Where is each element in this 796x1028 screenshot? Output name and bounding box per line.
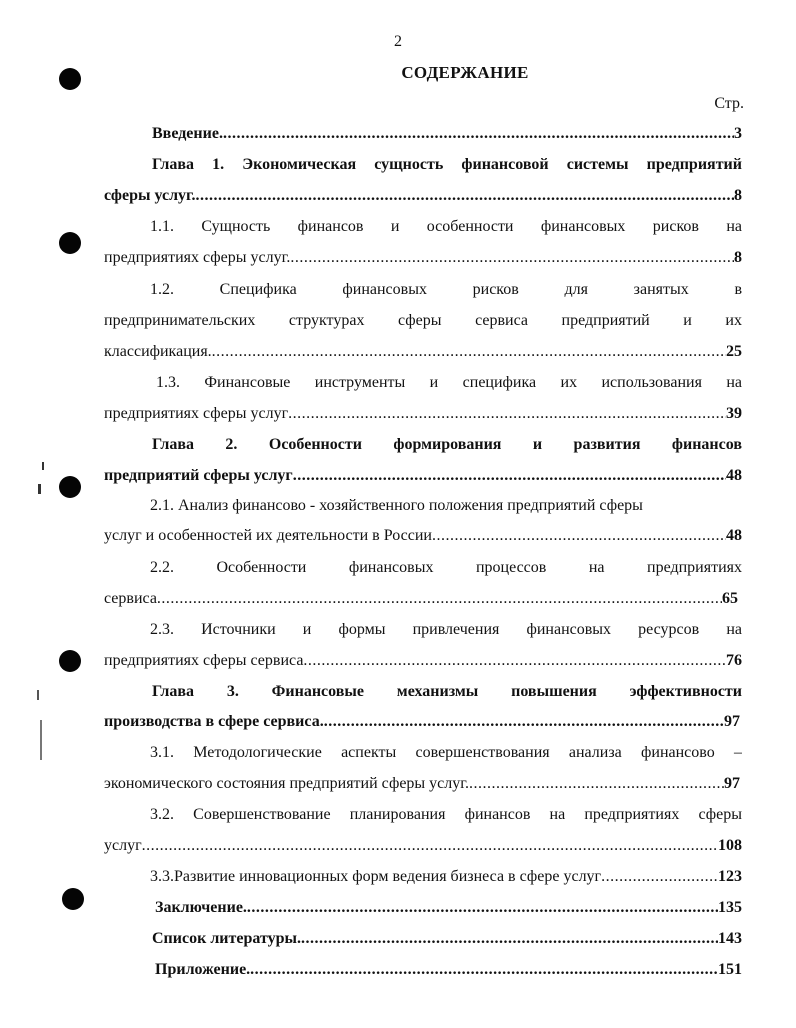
toc-page-number: 65 (722, 590, 738, 607)
toc-entry-title: предприятиях сферы сервиса (104, 652, 304, 669)
toc-page-number: 97 (724, 713, 740, 730)
toc-entry-title: сервиса (104, 590, 157, 607)
toc-entry-title: экономического состояния предприятий сферы услуг. (104, 775, 470, 792)
toc-entry-conclusion (155, 896, 742, 920)
toc-entry-title: классификация. (104, 343, 212, 360)
toc-page-number: 76 (726, 652, 742, 669)
toc-section-2-2-line1: 2.2. Особенности финансовых процессов на предприятиях (150, 559, 742, 576)
toc-section-1-1-line2 (104, 246, 742, 270)
toc-section-1-1-line1: 1.1. Сущность финансов и особенности финансовых рисков на (150, 218, 742, 235)
leader-dots (196, 184, 735, 208)
toc-page-number: 3 (734, 125, 742, 142)
leader-dots (247, 896, 718, 920)
toc-section-3-3 (150, 865, 742, 889)
toc-entry-title: предприятиях сферы услуг (104, 405, 289, 422)
toc-chapter-2-line2 (104, 464, 742, 488)
leader-dots (142, 834, 718, 858)
leader-dots (293, 464, 726, 488)
page-number: 2 (394, 33, 402, 50)
toc-section-2-3-line2 (104, 649, 742, 673)
page-column-label: Стр. (714, 95, 744, 112)
toc-section-1-2-line3 (104, 340, 742, 364)
toc-page-number: 123 (718, 868, 742, 885)
leader-dots (157, 587, 722, 611)
toc-chapter-2-line1: Глава 2. Особенности формирования и развития финансов (152, 436, 742, 453)
toc-entry-references (152, 927, 742, 951)
toc-entry-title: услуг (104, 837, 142, 854)
toc-section-2-1-line2 (104, 524, 742, 548)
toc-section-1-2-line2: предпринимательских структурах сферы сервиса предприятий и их (104, 312, 742, 329)
toc-entry-intro (152, 122, 742, 146)
toc-section-2-3-line1: 2.3. Источники и формы привлечения финансовых ресурсов на (150, 621, 742, 638)
toc-section-3-1-line1: 3.1. Методологические аспекты совершенствования анализа финансово – (150, 744, 742, 761)
toc-page-number: 143 (718, 930, 742, 947)
punch-hole (59, 232, 81, 254)
toc-section-3-2-line1: 3.2. Совершенствование планирования финансов на предприятиях сферы (150, 806, 742, 823)
scan-mark (42, 462, 44, 470)
scan-mark (37, 690, 39, 700)
toc-page-number: 8 (734, 249, 742, 266)
leader-dots (223, 122, 734, 146)
punch-hole (59, 650, 81, 672)
toc-page-number: 39 (726, 405, 742, 422)
toc-section-2-1-line1: 2.1. Анализ финансово - хозяйственного положения предприятий сферы (150, 497, 643, 514)
toc-entry-title: Введение. (152, 125, 223, 142)
leader-dots (601, 865, 718, 889)
toc-section-3-1-line2 (104, 772, 740, 796)
scan-mark (38, 484, 41, 494)
leader-dots (288, 402, 726, 426)
toc-section-1-2-line1: 1.2. Специфика финансовых рисков для занятых в (150, 281, 742, 298)
toc-page-number: 151 (718, 961, 742, 978)
toc-page-number: 48 (726, 467, 742, 484)
toc-section-1-3-line1: 1.3. Финансовые инструменты и специфика их использования на (156, 374, 742, 391)
toc-page-number: 25 (726, 343, 742, 360)
toc-section-1-3-line2 (104, 402, 742, 426)
toc-entry-title: Список литературы. (152, 930, 301, 947)
toc-page-number: 8 (734, 187, 742, 204)
leader-dots (432, 524, 726, 548)
toc-entry-title: предприятиях сферы услуг. (104, 249, 291, 266)
toc-section-3-2-line2 (104, 834, 742, 858)
toc-page-number: 97 (724, 775, 740, 792)
page-title: СОДЕРЖАНИЕ (401, 63, 529, 82)
toc-entry-title: сферы услуг. (104, 187, 196, 204)
scan-mark (40, 720, 42, 760)
toc-entry-title: Приложение. (155, 961, 251, 978)
leader-dots (212, 340, 726, 364)
toc-page-number: 108 (718, 837, 742, 854)
toc-chapter-3-line1: Глава 3. Финансовые механизмы повышения эффективности (152, 683, 742, 700)
toc-entry-title: производства в сфере сервиса. (104, 713, 324, 730)
toc-section-2-2-line2 (104, 587, 738, 611)
leader-dots (290, 246, 734, 270)
toc-chapter-3-line2 (104, 710, 740, 734)
toc-entry-title: 3.3.Развитие инновационных форм ведения бизнеса в сфере услуг (150, 868, 602, 885)
punch-hole (62, 888, 84, 910)
toc-entry-title: услуг и особенностей их деятельности в России (104, 527, 432, 544)
leader-dots (469, 772, 724, 796)
toc-entry-title: Заключение. (155, 899, 247, 916)
toc-chapter-1-line2 (104, 184, 742, 208)
leader-dots (324, 710, 724, 734)
toc-page-number: 135 (718, 899, 742, 916)
toc-page-number: 48 (726, 527, 742, 544)
toc-chapter-1-line1: Глава 1. Экономическая сущность финансовой системы предприятий (152, 156, 742, 173)
leader-dots (301, 927, 718, 951)
leader-dots (250, 958, 718, 982)
toc-entry-appendix (155, 958, 742, 982)
toc-entry-title: предприятий сферы услуг (104, 467, 293, 484)
leader-dots (303, 649, 726, 673)
punch-hole (59, 476, 81, 498)
